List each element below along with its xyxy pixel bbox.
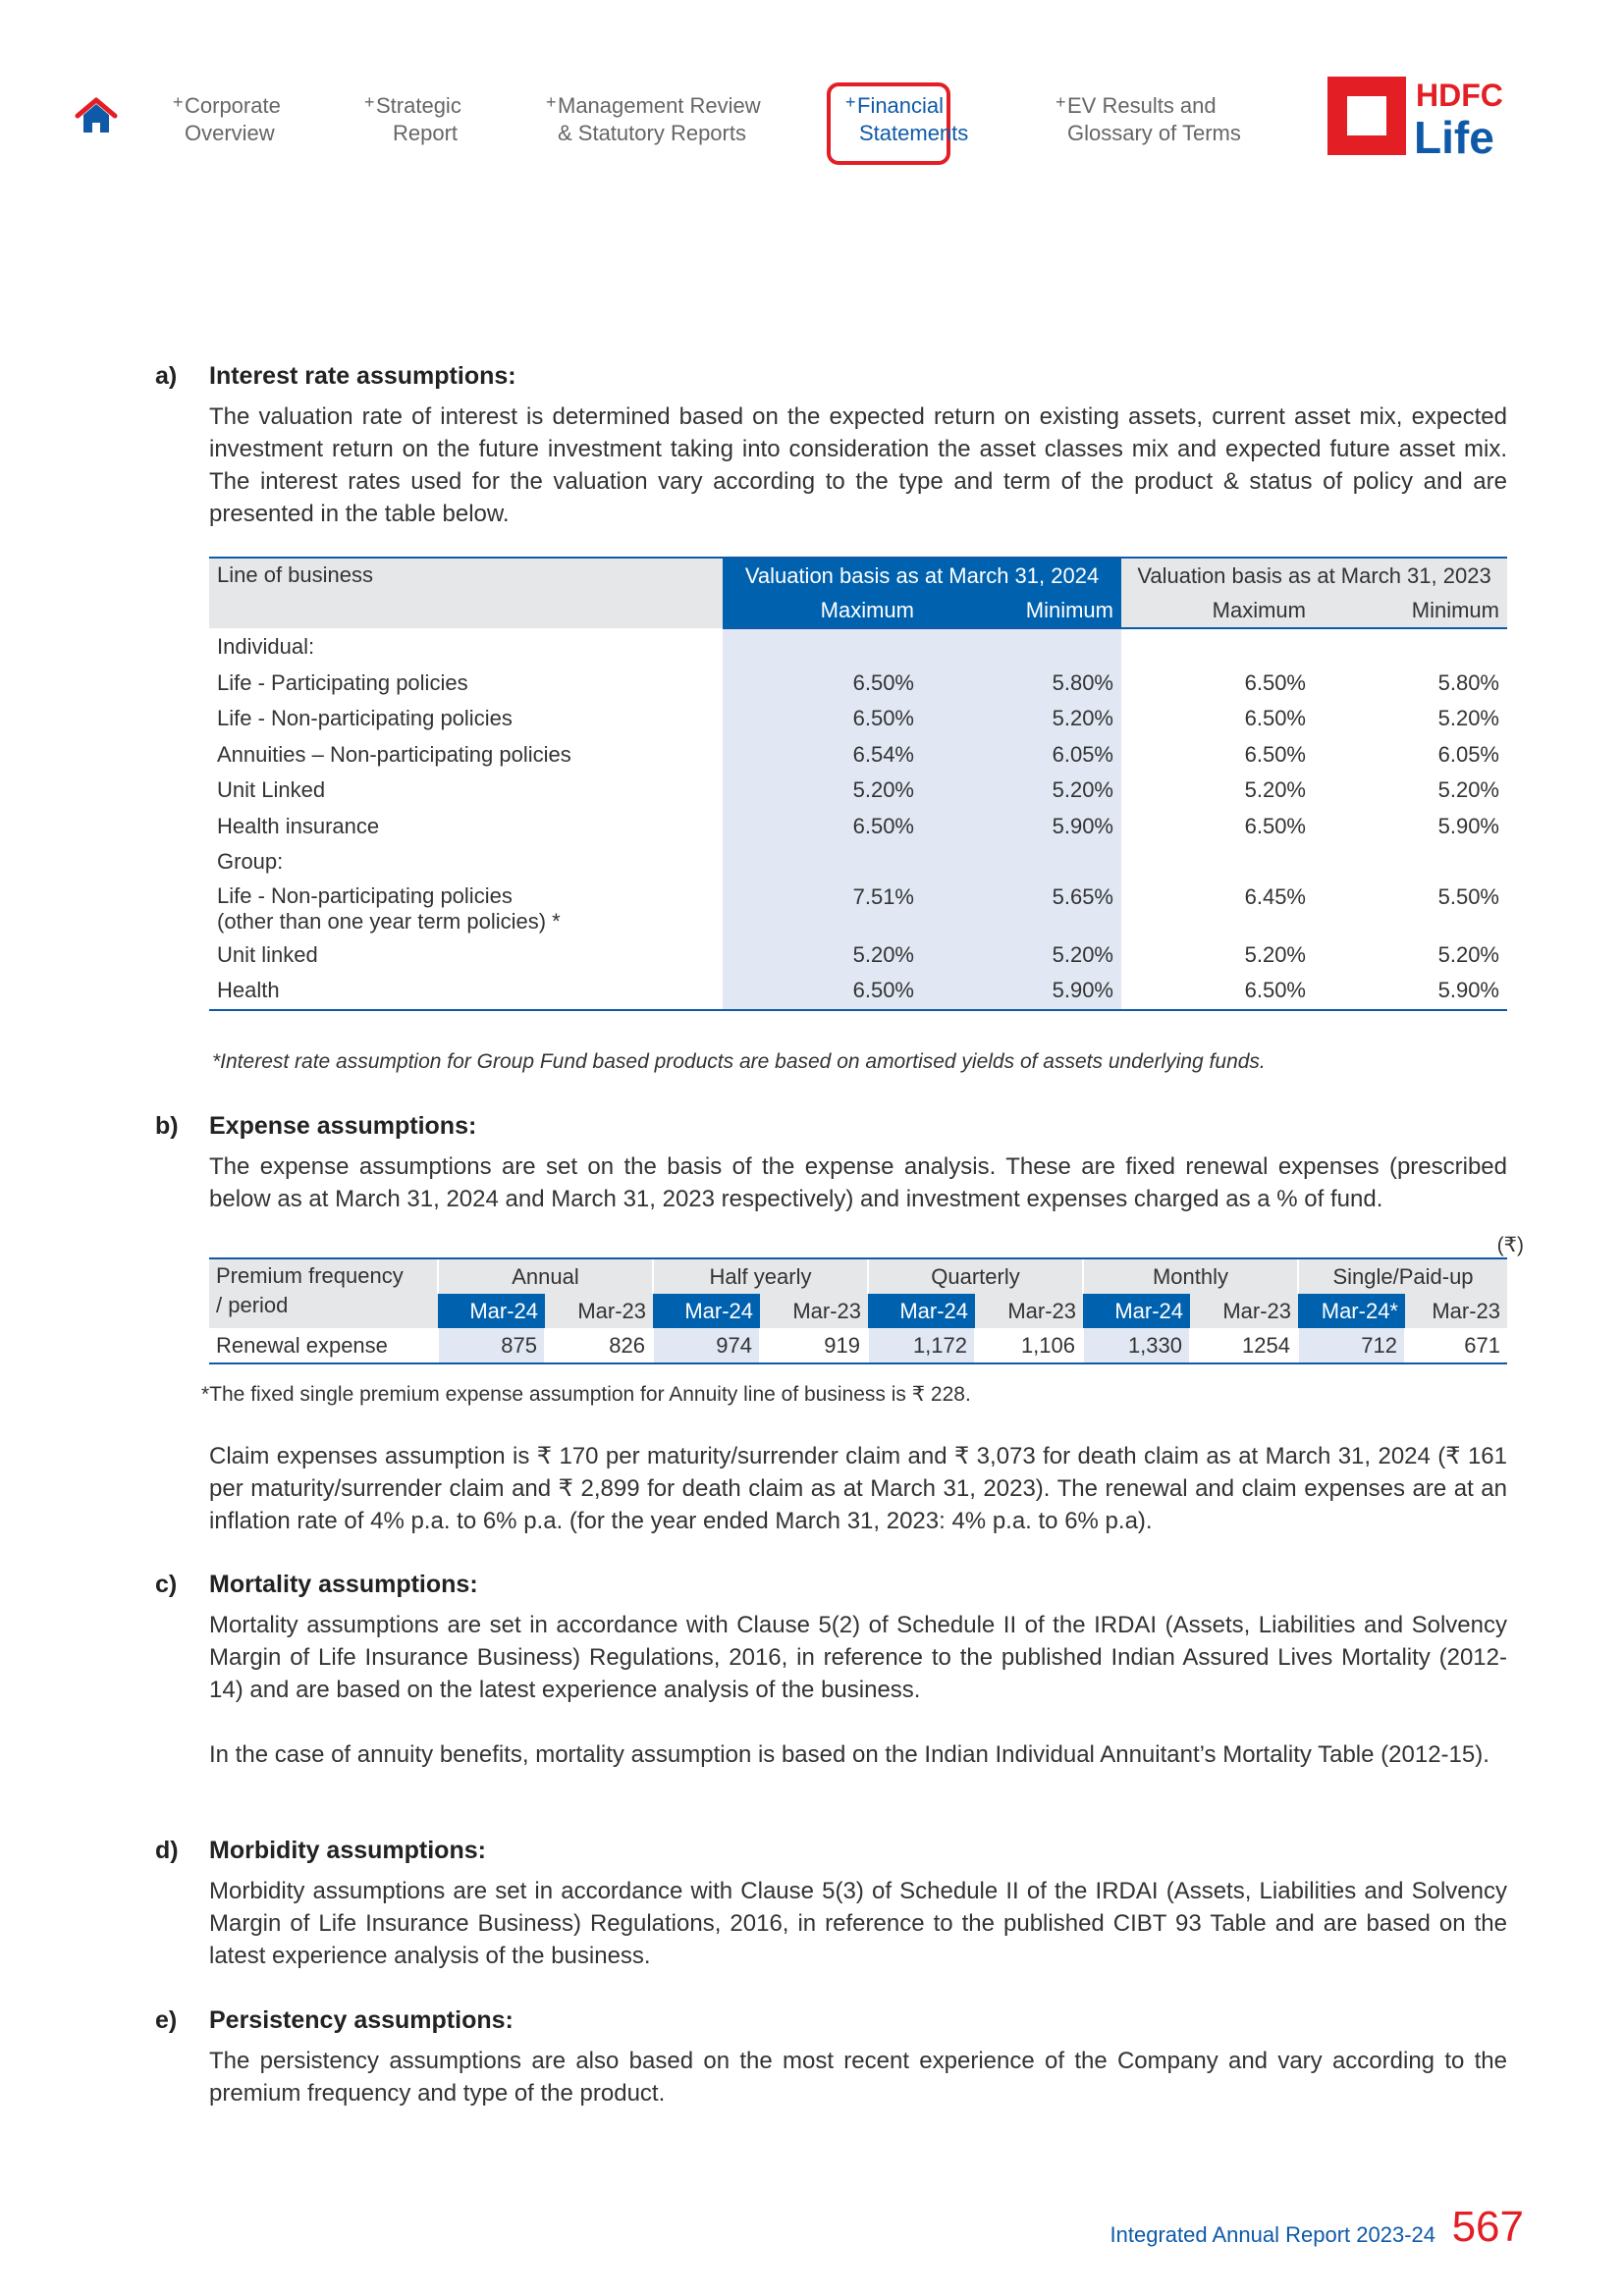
col-premium-frequency: Premium frequency / period bbox=[209, 1258, 438, 1328]
section-a-title: Interest rate assumptions: bbox=[209, 362, 516, 390]
section-c-paragraph-2: In the case of annuity benefits, mortality assumption is based on the Indian Individual Annuitant’s Mortality Table (2012-15). bbox=[209, 1741, 1489, 1768]
col-monthly: Monthly bbox=[1083, 1258, 1298, 1294]
section-c-letter: c) bbox=[155, 1571, 178, 1598]
interest-rate-table bbox=[209, 557, 1507, 1011]
expense-table: Premium frequency / period Annual Half yearly Quarterly Monthly Single/Paid-up Mar-24 Mar-23 Mar-24 Mar-23 Mar-24 Mar-23 Mar-24 Mar-23 Mar-24* Mar-23 Renewal expense 875 826 974 919 1,172 1,106 1,330 1254 712 671 bbox=[209, 1257, 1507, 1364]
table-row: Unit Linked 5.20% 5.20% 5.20% 5.20% bbox=[209, 773, 1507, 809]
plus-icon: + bbox=[845, 92, 856, 112]
section-c-paragraph: Mortality assumptions are set in accordance with Clause 5(2) of Schedule II of the IRDAI (Assets, Liabilities and Solvency Margin of Life Insurance Business) Regulations, 2016, in reference to the published Indian Assured Lives Mortality (2012-14) and are based on the latest experience analysis of the business. bbox=[209, 1612, 1507, 1703]
currency-unit: (₹) bbox=[1496, 1234, 1524, 1256]
table-row: Health 6.50% 5.90% 6.50% 5.90% bbox=[209, 973, 1507, 1010]
col-half-yearly: Half yearly bbox=[653, 1258, 868, 1294]
nav-financial-statements[interactable]: + Financial Statements bbox=[857, 92, 968, 147]
col-min-2023: Minimum bbox=[1314, 594, 1507, 628]
nav-management-review[interactable]: + Management Review & Statutory Reports bbox=[558, 92, 761, 147]
table-row: Group: bbox=[209, 844, 1507, 881]
plus-icon: + bbox=[546, 92, 557, 112]
col-group-2024: Valuation basis as at March 31, 2024 bbox=[723, 558, 1121, 594]
section-e-paragraph: The persistency assumptions are also based on the most recent experience of the Company and vary according to the premium frequency and type of the product. bbox=[209, 2048, 1507, 2107]
interest-rate-footnote: *Interest rate assumption for Group Fund based products are based on amortised yields of assets underlying funds. bbox=[212, 1050, 1266, 1073]
section-e-letter: e) bbox=[155, 2006, 178, 2034]
section-b-paragraph-2: Claim expenses assumption is ₹ 170 per maturity/surrender claim and ₹ 3,073 for death claim as at March 31, 2024 (₹ 161 per maturity/surrender claim and ₹ 2,899 for death claim as at March 31, 2023). The renewal and claim expenses are at an inflation rate of 4% p.a. to 6% p.a. (for the year ended March 31, 2023: 4% p.a. to 6% p.a). bbox=[209, 1443, 1507, 1534]
hdfc-life-logo bbox=[1327, 75, 1514, 157]
section-a-letter: a) bbox=[155, 362, 178, 390]
plus-icon: + bbox=[364, 92, 375, 112]
table-row: Annuities – Non-participating policies 6.54% 6.05% 6.50% 6.05% bbox=[209, 737, 1507, 774]
table-row: Unit linked 5.20% 5.20% 5.20% 5.20% bbox=[209, 937, 1507, 974]
section-d-paragraph: Morbidity assumptions are set in accordance with Clause 5(3) of Schedule II of the IRDAI (Assets, Liabilities and Solvency Margin of Life Insurance Business) Regulations, 2016, in reference to the published CIBT 93 Table and are based on the latest experience analysis of the business. bbox=[209, 1878, 1507, 1969]
table-row: Life - Non-participating policies 6.50% 5.20% 6.50% 5.20% bbox=[209, 701, 1507, 737]
col-annual: Annual bbox=[438, 1258, 653, 1294]
col-single-paid-up: Single/Paid-up bbox=[1298, 1258, 1507, 1294]
plus-icon: + bbox=[1056, 92, 1066, 112]
col-min-2024: Minimum bbox=[922, 594, 1121, 628]
page-number: 567 bbox=[1451, 2203, 1524, 2251]
section-c-title: Mortality assumptions: bbox=[209, 1571, 478, 1598]
col-group-2023: Valuation basis as at March 31, 2023 bbox=[1121, 558, 1507, 594]
nav-ev-results[interactable]: + EV Results and Glossary of Terms bbox=[1067, 92, 1241, 147]
table-row: Individual: bbox=[209, 628, 1507, 666]
table-row: Health insurance 6.50% 5.90% 6.50% 5.90% bbox=[209, 809, 1507, 845]
plus-icon: + bbox=[173, 92, 184, 112]
col-max-2023: Maximum bbox=[1121, 594, 1314, 628]
section-d-title: Morbidity assumptions: bbox=[209, 1837, 486, 1864]
col-quarterly: Quarterly bbox=[868, 1258, 1083, 1294]
col-max-2024: Maximum bbox=[723, 594, 922, 628]
logo-text-hdfc: HDFC bbox=[1416, 78, 1503, 113]
expense-footnote: *The fixed single premium expense assumption for Annuity line of business is ₹ 228. bbox=[201, 1383, 971, 1406]
nav-strategic-report[interactable]: + Strategic Report bbox=[376, 92, 461, 147]
table-row: Life - Participating policies 6.50% 5.80% 6.50% 5.80% bbox=[209, 666, 1507, 702]
report-title: Integrated Annual Report 2023-24 bbox=[1110, 2222, 1435, 2247]
section-b-paragraph: The expense assumptions are set on the basis of the expense analysis. These are fixed renewal expenses (prescribed below as at March 31, 2024 and March 31, 2023 respectively) and investment expenses charged as a % of fund. bbox=[209, 1153, 1507, 1212]
table-row: Life - Non-participating policies (other than one year term policies) * 7.51% 5.65% 6.45% 5.50% bbox=[209, 881, 1507, 937]
home-icon[interactable] bbox=[75, 96, 118, 135]
logo-text-life: Life bbox=[1414, 112, 1494, 157]
table-row: Renewal expense 875 826 974 919 1,172 1,106 1,330 1254 712 671 bbox=[209, 1328, 1507, 1363]
section-b-title: Expense assumptions: bbox=[209, 1112, 477, 1140]
section-b-letter: b) bbox=[155, 1112, 179, 1140]
col-line-of-business: Line of business bbox=[209, 558, 723, 628]
section-a-paragraph: The valuation rate of interest is determined based on the expected return on existing assets, current asset mix, expected investment return on the future investment taking into consideration the asset classes mix and expected future asset mix. The interest rates used for the valuation vary according to the type and term of the product & status of policy and are presented in the table below. bbox=[209, 403, 1507, 527]
nav-corporate-overview[interactable]: + Corporate Overview bbox=[185, 92, 281, 147]
section-d-letter: d) bbox=[155, 1837, 179, 1864]
section-e-title: Persistency assumptions: bbox=[209, 2006, 514, 2034]
